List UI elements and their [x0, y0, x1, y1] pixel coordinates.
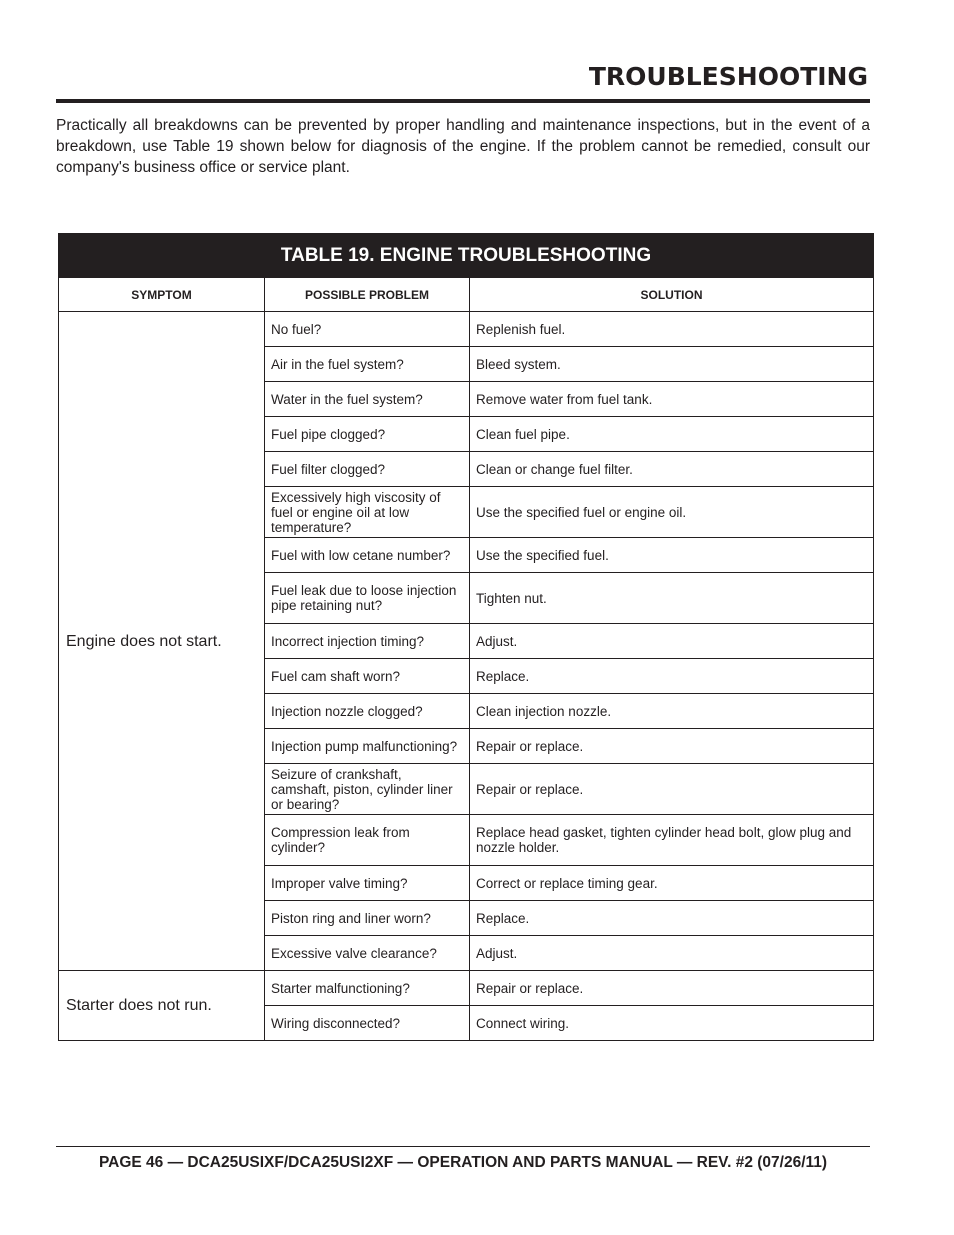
solution-cell: Clean injection nozzle.	[470, 694, 874, 729]
solution-cell: Replace.	[470, 659, 874, 694]
table-body	[59, 312, 874, 1041]
symptom-cell: Engine does not start.	[59, 312, 265, 971]
solution-cell: Repair or replace.	[470, 764, 874, 815]
solution-cell: Bleed system.	[470, 347, 874, 382]
page-title: TROUBLESHOOTING	[588, 62, 868, 91]
problem-cell: Fuel cam shaft worn?	[265, 659, 470, 694]
solution-cell: Correct or replace timing gear.	[470, 866, 874, 901]
intro-paragraph: Practically all breakdowns can be prevented by proper handling and maintenance inspections, but in the event of a breakdown, use Table 19 shown below for diagnosis of the engine. If the problem cannot be remedied, consult our company's business office or service plant.	[56, 117, 870, 176]
solution-cell: Replenish fuel.	[470, 312, 874, 347]
problem-cell: Excessive valve clearance?	[265, 936, 470, 971]
solution-cell: Tighten nut.	[470, 573, 874, 624]
problem-cell: Water in the fuel system?	[265, 382, 470, 417]
column-header-solution: SOLUTION	[470, 278, 874, 312]
problem-cell: Fuel pipe clogged?	[265, 417, 470, 452]
engine-troubleshooting-table	[58, 233, 874, 1041]
column-header-possible-problem: POSSIBLE PROBLEM	[265, 278, 470, 312]
column-header-symptom: SYMPTOM	[59, 278, 265, 312]
troubleshooting-table-container	[58, 233, 873, 1041]
page-footer: PAGE 46 — DCA25USIXF/DCA25USI2XF — OPERATION AND PARTS MANUAL — REV. #2 (07/26/11)	[98, 1154, 828, 1171]
problem-cell: Air in the fuel system?	[265, 347, 470, 382]
problem-cell: Compression leak from cylinder?	[265, 815, 470, 866]
problem-cell: Fuel filter clogged?	[265, 452, 470, 487]
problem-cell: No fuel?	[265, 312, 470, 347]
solution-cell: Clean fuel pipe.	[470, 417, 874, 452]
table-row	[59, 312, 874, 347]
solution-cell: Repair or replace.	[470, 971, 874, 1006]
solution-cell: Repair or replace.	[470, 729, 874, 764]
solution-cell: Remove water from fuel tank.	[470, 382, 874, 417]
solution-cell: Use the specified fuel or engine oil.	[470, 487, 874, 538]
solution-cell: Adjust.	[470, 624, 874, 659]
solution-cell: Replace head gasket, tighten cylinder head bolt, glow plug and nozzle holder.	[470, 815, 874, 866]
problem-cell: Excessively high viscosity of fuel or engine oil at low temperature?	[265, 487, 470, 538]
problem-cell: Injection pump malfunctioning?	[265, 729, 470, 764]
table-caption: TABLE 19. ENGINE TROUBLESHOOTING	[59, 234, 874, 278]
problem-cell: Starter malfunctioning?	[265, 971, 470, 1006]
footer-rule	[56, 1146, 870, 1147]
solution-cell: Use the specified fuel.	[470, 538, 874, 573]
problem-cell: Fuel with low cetane number?	[265, 538, 470, 573]
problem-cell: Improper valve timing?	[265, 866, 470, 901]
problem-cell: Seizure of crankshaft, camshaft, piston, cylinder liner or bearing?	[265, 764, 470, 815]
solution-cell: Connect wiring.	[470, 1006, 874, 1041]
solution-cell: Replace.	[470, 901, 874, 936]
problem-cell: Wiring disconnected?	[265, 1006, 470, 1041]
problem-cell: Injection nozzle clogged?	[265, 694, 470, 729]
problem-cell: Incorrect injection timing?	[265, 624, 470, 659]
title-rule	[56, 99, 870, 103]
solution-cell: Adjust.	[470, 936, 874, 971]
symptom-cell: Starter does not run.	[59, 971, 265, 1041]
problem-cell: Piston ring and liner worn?	[265, 901, 470, 936]
table-row	[59, 971, 874, 1006]
problem-cell: Fuel leak due to loose injection pipe retaining nut?	[265, 573, 470, 624]
solution-cell: Clean or change fuel filter.	[470, 452, 874, 487]
